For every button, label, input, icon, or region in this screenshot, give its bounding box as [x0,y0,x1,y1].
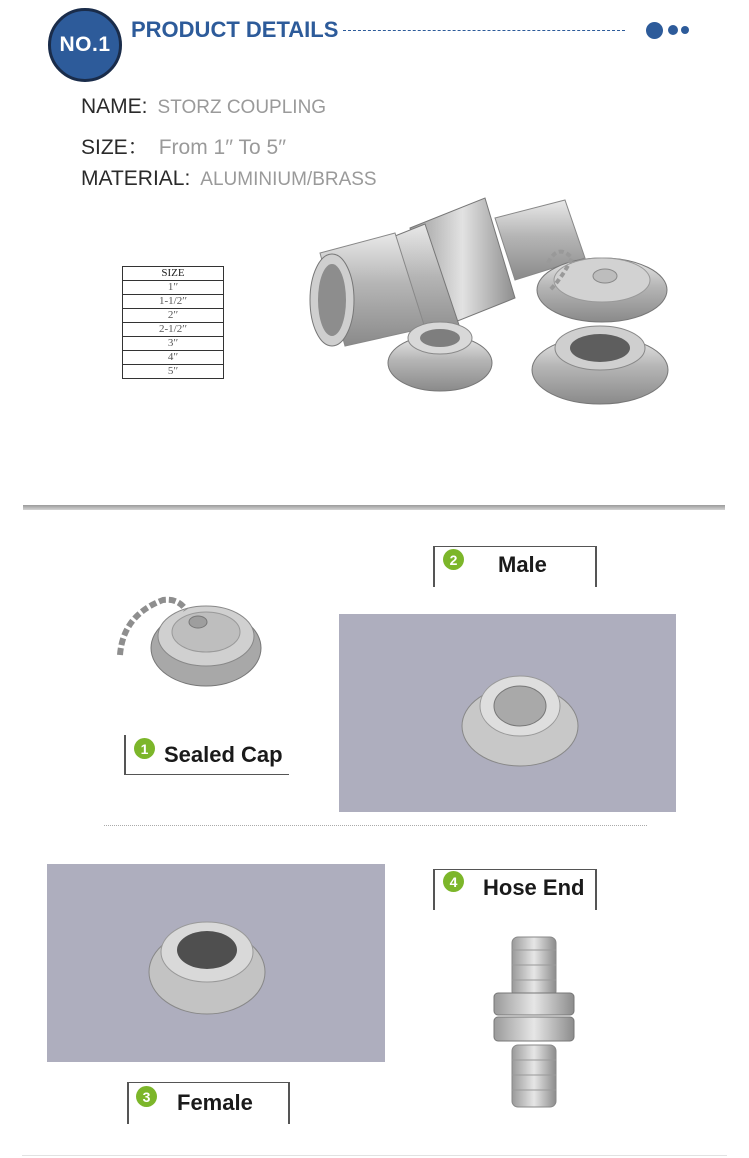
coupling-set-image [300,188,680,413]
section-divider [23,505,725,510]
number-1-text: 1 [140,740,149,757]
spec-name-row [81,95,326,119]
female-label: Female [177,1090,253,1115]
female-coupling-image [47,864,385,1062]
spec-name-value: STORZ COUPLING [157,97,327,118]
dotted-divider [104,825,647,826]
number-1-icon [134,738,155,759]
male-label: Male [498,552,547,577]
size-table [122,266,224,379]
spec-size-row [81,131,286,161]
female-photo-panel [47,864,385,1062]
size-table-cell: 4′′ [123,351,224,365]
section-number-badge [48,8,122,82]
male-photo-panel [339,614,676,812]
size-table-header: SIZE [123,267,224,281]
spec-size-label: SIZE： [81,136,149,159]
number-3-text: 3 [142,1088,151,1105]
size-table-cell: 2′′ [123,309,224,323]
hose-end-label: Hose End [483,875,585,900]
size-table-cell: 1′′ [123,281,224,295]
number-4-icon [443,871,464,892]
number-2-text: 2 [449,551,458,568]
size-table-cell: 3′′ [123,337,224,351]
section-title: PRODUCT DETAILS [131,17,339,42]
number-4-text: 4 [449,873,458,890]
hose-end-coupling-image [490,935,580,1110]
title-dashed-line [343,30,625,31]
decor-dot-large [646,22,663,39]
decor-dot-small [681,26,689,34]
sealed-cap-image [108,580,263,695]
bottom-rule [22,1155,727,1156]
spec-size-value: From 1′′ To 5′′ [158,136,287,159]
size-table-cell: 1-1/2′′ [123,295,224,309]
size-table-cell: 2-1/2′′ [123,323,224,337]
sealed-cap-label: Sealed Cap [164,742,283,767]
male-coupling-image [339,614,676,812]
number-2-icon [443,549,464,570]
badge-text: NO.1 [59,33,111,56]
spec-name-label: NAME: [81,95,148,118]
spec-material-value: ALUMINIUM/BRASS [200,169,377,190]
size-table-cell: 5′′ [123,365,224,379]
decor-dot-medium [668,25,678,35]
number-3-icon [136,1086,157,1107]
spec-material-label: MATERIAL: [81,167,191,190]
